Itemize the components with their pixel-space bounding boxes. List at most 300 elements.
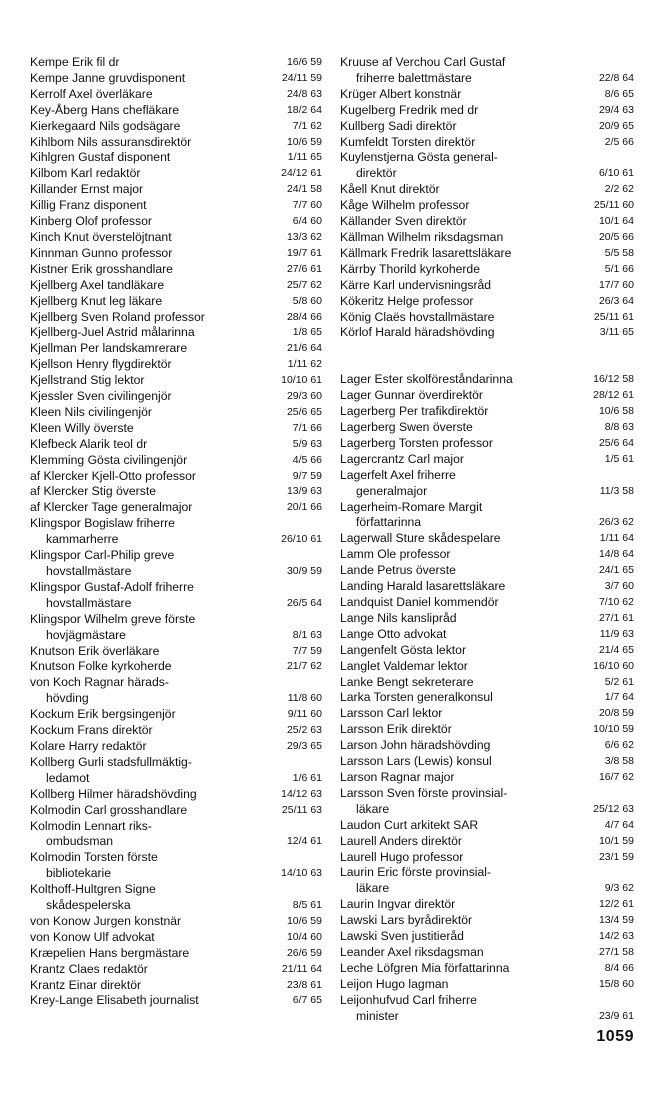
entry-name: Källander Sven direktör	[340, 214, 467, 229]
index-entry	[30, 341, 322, 357]
entry-date: 10/10 59	[593, 723, 634, 736]
index-entry	[30, 294, 322, 310]
entry-name: Kuylenstjerna Gösta general-	[340, 150, 498, 165]
entry-name: Laurin Eric förste provinsial-	[340, 865, 492, 880]
entry-date: 19/7 61	[286, 246, 322, 259]
index-entry	[340, 690, 634, 706]
index-entry	[30, 357, 322, 373]
index-entry	[30, 198, 322, 214]
index-entry	[340, 214, 634, 230]
entry-date: 8/4 66	[604, 961, 634, 974]
entry-name: Kollberg Hilmer häradshövding	[30, 786, 197, 801]
entry-date: 10/6 58	[598, 405, 634, 418]
entry-name: Klingspor Carl-Philip greve	[30, 548, 175, 563]
entry-name: Landquist Daniel kommendör	[340, 595, 499, 609]
right-column	[340, 55, 634, 1024]
entry-name: Kjellberg Axel tandläkare	[30, 277, 165, 292]
index-entry	[30, 993, 322, 1009]
entry-date: 7/7 60	[292, 199, 322, 212]
index-entry	[340, 182, 634, 198]
entry-name: von Koch Ragnar härads-	[30, 675, 169, 690]
entry-date: 16/7 62	[598, 770, 634, 783]
entry-name: Kjellman Per landskamrerare	[30, 341, 188, 356]
index-entry	[340, 818, 634, 834]
entry-name: Kolare Harry redaktör	[30, 738, 147, 753]
entry-continuation: läkare	[356, 801, 390, 816]
index-entry	[30, 230, 322, 246]
index-entry	[340, 595, 634, 611]
entry-date: 6/10 61	[598, 167, 634, 180]
entry-date: 5/8 60	[292, 294, 322, 307]
entry-date: 4/7 64	[604, 818, 634, 831]
entry-name: Kugelberg Fredrik med dr	[340, 102, 479, 117]
entry-date: 24/8 63	[286, 87, 322, 100]
entry-name: Lagerheim-Romare Margit	[340, 499, 483, 514]
entry-name: af Klercker Tage generalmajor	[30, 500, 193, 515]
entry-continuation: ombudsman	[46, 834, 114, 849]
entry-date: 14/10 63	[281, 867, 322, 880]
entry-date: 16/10 60	[593, 659, 634, 672]
index-entry	[340, 230, 634, 246]
entry-name: af Klercker Stig överste	[30, 484, 156, 499]
entry-name: Kjellberg-Juel Astrid målarinna	[30, 325, 195, 340]
entry-name: Lager Gunnar överdirektör	[340, 388, 483, 403]
index-entry	[340, 372, 634, 388]
index-entry	[30, 946, 322, 962]
entry-name: Krantz Einar direktör	[30, 977, 142, 992]
index-entry	[340, 643, 634, 659]
entry-name: Kolmodin Carl grosshandlare	[30, 802, 188, 817]
entry-name: Laurell Anders direktör	[340, 833, 462, 848]
entry-date: 8/5 61	[292, 899, 322, 912]
entry-name: Lawski Sven justitieråd	[340, 929, 464, 944]
index-entry	[340, 865, 634, 897]
index-entry	[30, 723, 322, 739]
entry-date: 24/11 59	[281, 71, 322, 84]
entry-continuation: ledamot	[46, 770, 90, 785]
index-entry	[30, 803, 322, 819]
entry-name: Kilbom Karl redaktör	[30, 166, 141, 181]
entry-date: 14/2 63	[598, 930, 634, 943]
entry-name: Klemming Gösta civilingenjör	[30, 452, 188, 467]
entry-continuation: kammarherre	[46, 532, 119, 547]
entry-date: 3/11 65	[599, 326, 634, 339]
entry-date: 30/9 59	[286, 565, 322, 577]
entry-date: 23/8 61	[286, 978, 322, 991]
entry-date: 9/7 59	[292, 469, 322, 482]
entry-date: 12/2 61	[598, 898, 634, 911]
entry-date: 8/1 63	[292, 628, 322, 641]
index-entry	[340, 135, 634, 151]
entry-date: 25/6 64	[598, 436, 634, 449]
entry-name: Leijon Hugo lagman	[340, 976, 449, 991]
entry-date: 10/1 59	[598, 834, 634, 847]
index-entry	[30, 373, 322, 389]
entry-date: 11/9 63	[599, 627, 634, 640]
left-column	[30, 55, 322, 1009]
entry-date: 1/5 61	[604, 452, 634, 465]
entry-date: 10/6 59	[286, 914, 322, 927]
entry-name: Larsson Carl lektor	[340, 706, 443, 721]
entry-name: Lagerfelt Axel friherre	[340, 467, 456, 482]
index-entry	[340, 738, 634, 754]
entry-date: 1/11 64	[599, 532, 634, 545]
entry-date: 20/8 59	[598, 707, 634, 720]
entry-continuation: författarinna	[356, 515, 422, 530]
entry-date: 13/4 59	[598, 914, 634, 927]
index-entry	[30, 103, 322, 119]
entry-name: Kärre Karl undervisningsråd	[340, 277, 492, 292]
entry-name: Kjellberg Sven Roland professor	[30, 309, 205, 324]
entry-name: Kruuse af Verchou Carl Gustaf	[340, 55, 506, 69]
entry-name: Key-Åberg Hans chefläkare	[30, 102, 180, 117]
index-entry	[30, 135, 322, 151]
entry-date: 22/8 64	[598, 71, 634, 84]
entry-name: Kierkegaard Nils godsägare	[30, 118, 181, 133]
entry-name: Kistner Erik grosshandlare	[30, 261, 173, 276]
index-entry	[30, 930, 322, 946]
entry-name: Lagerberg Swen överste	[340, 420, 473, 435]
index-entry	[30, 644, 322, 660]
entry-date: 1/8 65	[292, 326, 322, 339]
entry-continuation: hovstallmästare	[46, 564, 132, 578]
entry-name: Krüger Albert konstnär	[340, 86, 462, 101]
entry-name: Kökeritz Helge professor	[340, 293, 474, 308]
entry-name: Larsson Sven förste provinsial-	[340, 785, 508, 800]
entry-name: Kempe Erik fil dr	[30, 55, 120, 69]
index-entry	[340, 500, 634, 532]
index-entry	[340, 834, 634, 850]
entry-name: Kärrby Thorild kyrkoherde	[340, 261, 480, 276]
entry-date: 5/1 66	[604, 262, 634, 275]
entry-date: 1/11 65	[287, 151, 322, 164]
index-entry	[30, 707, 322, 723]
entry-date: 9/11 60	[287, 708, 322, 721]
entry-date: 10/6 59	[286, 135, 322, 148]
entry-name: Laudon Curt arkitekt SAR	[340, 817, 479, 832]
entry-name: Lagercrantz Carl major	[340, 451, 464, 466]
index-entry	[340, 468, 634, 500]
entry-name: Kinberg Olof professor	[30, 214, 152, 229]
entry-date: 25/2 63	[286, 724, 322, 737]
entry-name: Larka Torsten generalkonsul	[340, 690, 493, 705]
index-entry	[30, 389, 322, 405]
entry-name: Kræpelien Hans bergmästare	[30, 945, 190, 960]
entry-name: Kihlbom Nils assuransdirektör	[30, 134, 192, 149]
index-entry	[340, 611, 634, 627]
entry-name: Kullberg Sadi direktör	[340, 118, 457, 133]
entry-name: Körlof Harald häradshövding	[340, 325, 495, 340]
entry-name: Larson Ragnar major	[340, 769, 455, 784]
index-entry	[340, 786, 634, 818]
entry-name: Klingspor Wilhelm greve förste	[30, 611, 196, 626]
l-section	[340, 372, 634, 1024]
entry-date: 5/9 63	[292, 437, 322, 450]
entry-continuation: friherre balettmästare	[356, 70, 472, 85]
entry-name: von Konow Jurgen konstnär	[30, 913, 182, 928]
entry-name: Langenfelt Gösta lektor	[340, 642, 467, 657]
entry-continuation: hovjägmästare	[46, 627, 126, 642]
index-entry	[340, 55, 634, 87]
index-entry	[30, 675, 322, 707]
entry-name: Klingspor Gustaf-Adolf friherre	[30, 579, 194, 594]
entry-date: 25/11 63	[281, 803, 322, 816]
index-entry	[30, 119, 322, 135]
entry-name: Krey-Lange Elisabeth journalist	[30, 993, 199, 1008]
index-entry	[340, 722, 634, 738]
entry-name: Källmark Fredrik lasarettsläkare	[340, 245, 512, 260]
index-entry	[30, 325, 322, 341]
index-entry	[340, 579, 634, 595]
index-entry	[340, 754, 634, 770]
entry-name: Lange Nils kanslipråd	[340, 610, 457, 625]
index-entry	[30, 787, 322, 803]
entry-date: 2/2 62	[604, 183, 634, 196]
entry-date: 24/1 65	[598, 564, 634, 577]
entry-date: 18/2 64	[286, 103, 322, 116]
entry-date: 25/7 62	[286, 278, 322, 291]
entry-date: 29/4 63	[598, 103, 634, 116]
entry-name: Kåell Knut direktör	[340, 182, 440, 197]
index-entry	[340, 706, 634, 722]
entry-date: 13/9 63	[286, 485, 322, 498]
entry-name: Knutson Erik överläkare	[30, 643, 160, 658]
entry-name: Källman Wilhelm riksdagsman	[340, 229, 504, 244]
entry-name: Laurin Ingvar direktör	[340, 897, 456, 912]
index-entry	[340, 945, 634, 961]
index-entry	[30, 310, 322, 326]
entry-date: 23/1 59	[598, 850, 634, 863]
entry-date: 26/3 62	[598, 516, 634, 529]
entry-date: 28/4 66	[286, 310, 322, 323]
entry-date: 24/1 58	[286, 183, 322, 196]
entry-date: 1/7 64	[604, 691, 634, 704]
index-entry	[340, 977, 634, 993]
entry-name: Kolthoff-Hultgren Signe	[30, 882, 156, 897]
entry-name: Killander Ernst major	[30, 182, 144, 197]
index-entry	[340, 659, 634, 675]
index-entry	[340, 675, 634, 691]
entry-date: 21/6 64	[286, 342, 322, 355]
entry-date: 11/8 60	[287, 692, 322, 705]
entry-name: Lange Otto advokat	[340, 626, 447, 641]
index-entry	[340, 388, 634, 404]
entry-date: 27/1 58	[598, 945, 634, 958]
index-entry	[340, 961, 634, 977]
k-section	[340, 55, 634, 341]
index-entry	[30, 214, 322, 230]
index-entry	[340, 850, 634, 866]
entry-date: 26/6 59	[286, 946, 322, 959]
page-number: 1059	[596, 1028, 634, 1045]
index-entry	[340, 325, 634, 341]
entry-name: Kinnman Gunno professor	[30, 245, 173, 260]
entry-date: 24/12 61	[281, 167, 322, 180]
entry-date: 25/11 60	[593, 199, 634, 212]
entry-continuation: minister	[356, 1008, 399, 1023]
index-entry	[30, 914, 322, 930]
entry-name: Lande Petrus överste	[340, 563, 456, 578]
entry-date: 14/12 63	[281, 787, 322, 800]
index-entry	[340, 436, 634, 452]
entry-name: Kerrolf Axel överläkare	[30, 86, 153, 101]
entry-name: Landing Harald lasarettsläkare	[340, 579, 506, 594]
entry-name: Larsson Erik direktör	[340, 722, 452, 737]
entry-date: 29/3 65	[286, 739, 322, 752]
index-entry	[340, 627, 634, 643]
index-entry	[340, 87, 634, 103]
entry-name: Lager Ester skolföreståndarinna	[340, 372, 513, 387]
index-entry	[340, 310, 634, 326]
entry-date: 5/5 58	[604, 246, 634, 259]
entry-continuation: läkare	[356, 881, 390, 896]
index-entry	[30, 612, 322, 644]
entry-name: Killig Franz disponent	[30, 198, 147, 213]
entry-name: af Klercker Kjell-Otto professor	[30, 468, 196, 483]
entry-date: 12/4 61	[286, 835, 322, 848]
index-entry	[30, 182, 322, 198]
entry-date: 16/6 59	[286, 56, 322, 68]
index-entry	[30, 453, 322, 469]
entry-date: 7/7 59	[292, 644, 322, 657]
entry-name: Lanke Bengt sekreterare	[340, 674, 474, 689]
entry-name: Lagerwall Sture skådespelare	[340, 531, 501, 546]
index-entry	[340, 404, 634, 420]
entry-name: Kolmodin Lennart riks-	[30, 818, 152, 833]
entry-date: 25/11 61	[593, 310, 634, 323]
entry-date: 21/4 65	[598, 643, 634, 656]
index-entry	[340, 897, 634, 913]
entry-continuation: bibliotekarie	[46, 866, 112, 881]
entry-date: 23/9 61	[598, 1009, 634, 1022]
entry-continuation: generalmajor	[356, 483, 428, 498]
entry-name: Leche Löfgren Mia författarinna	[340, 960, 510, 975]
index-entry	[30, 500, 322, 516]
entry-date: 10/4 60	[286, 930, 322, 943]
entry-date: 20/9 65	[598, 119, 634, 132]
entry-date: 6/6 62	[604, 739, 634, 752]
entry-name: Larson John häradshövding	[340, 738, 491, 753]
entry-date: 26/10 61	[281, 533, 322, 546]
index-entry	[30, 87, 322, 103]
entry-date: 6/7 65	[292, 994, 322, 1007]
entry-date: 7/10 62	[598, 596, 634, 608]
index-entry	[340, 993, 634, 1025]
index-entry	[340, 119, 634, 135]
entry-name: Lagerberg Per trafikdirektör	[340, 404, 489, 419]
index-entry	[340, 531, 634, 547]
entry-date: 21/7 62	[286, 660, 322, 673]
index-entry	[340, 150, 634, 182]
entry-date: 6/4 60	[292, 215, 322, 228]
index-entry	[30, 819, 322, 851]
section-gap	[340, 341, 634, 372]
index-entry	[30, 978, 322, 994]
entry-name: von Konow Ulf advokat	[30, 929, 155, 944]
index-entry	[30, 659, 322, 675]
entry-name: Klingspor Bogislaw friherre	[30, 516, 175, 531]
entry-date: 29/3 60	[286, 390, 322, 403]
entry-name: Leander Axel riksdagsman	[340, 944, 484, 959]
index-entry	[30, 516, 322, 548]
entry-name: Kjellberg Knut leg läkare	[30, 293, 163, 308]
entry-date: 9/3 62	[604, 882, 634, 895]
entry-date: 1/11 62	[287, 358, 322, 371]
entry-date: 7/1 66	[292, 421, 322, 434]
entry-date: 21/11 64	[281, 962, 322, 975]
entry-date: 28/12 61	[593, 389, 634, 402]
entry-name: Kjellson Henry flygdirektör	[30, 357, 172, 372]
index-entry	[340, 563, 634, 579]
entry-date: 25/6 65	[286, 405, 322, 418]
index-entry	[340, 278, 634, 294]
entry-date: 1/6 61	[292, 771, 322, 784]
index-entry	[340, 198, 634, 214]
entry-name: Kockum Erik bergsingenjör	[30, 707, 176, 722]
index-entry	[340, 103, 634, 119]
entry-name: Lamm Ole professor	[340, 547, 451, 562]
entry-date: 11/3 58	[599, 484, 634, 497]
entry-name: König Claës hovstallmästare	[340, 309, 495, 324]
index-entry	[30, 548, 322, 580]
index-entry	[340, 294, 634, 310]
index-entry	[340, 420, 634, 436]
entry-name: Kleen Nils civilingenjör	[30, 404, 152, 419]
entry-date: 10/10 61	[281, 374, 322, 387]
entry-date: 8/8 63	[604, 421, 634, 434]
index-entry	[30, 962, 322, 978]
index-entry	[340, 262, 634, 278]
index-entry	[30, 882, 322, 914]
index-entry	[30, 278, 322, 294]
entry-date: 16/12 58	[593, 373, 634, 386]
entry-date: 13/3 62	[286, 230, 322, 243]
entry-date: 10/1 64	[598, 215, 634, 228]
entry-date: 17/7 60	[598, 278, 634, 291]
entry-continuation: hövding	[46, 691, 89, 706]
entry-date: 3/8 58	[604, 755, 634, 768]
entry-name: Kihlgren Gustaf disponent	[30, 150, 171, 165]
entry-name: Knutson Folke kyrkoherde	[30, 659, 172, 674]
entry-date: 5/2 61	[604, 675, 634, 688]
entry-name: Krantz Claes redaktör	[30, 961, 148, 976]
entry-date: 8/6 65	[604, 87, 634, 100]
index-entry	[340, 929, 634, 945]
index-entry	[30, 421, 322, 437]
index-entry	[30, 484, 322, 500]
entry-name: Kjessler Sven civilingenjör	[30, 389, 172, 404]
entry-date: 20/5 66	[598, 230, 634, 243]
index-entry	[340, 913, 634, 929]
index-entry	[30, 437, 322, 453]
entry-name: Klefbeck Alarik teol dr	[30, 436, 148, 451]
entry-name: Lagerberg Torsten professor	[340, 435, 493, 450]
index-entry	[30, 850, 322, 882]
entry-date: 3/7 60	[604, 580, 634, 593]
index-entry	[30, 739, 322, 755]
index-entry	[30, 71, 322, 87]
entry-name: Kinch Knut överstelöjtnant	[30, 229, 172, 244]
index-entry	[340, 246, 634, 262]
index-entry	[340, 452, 634, 468]
entry-date: 27/6 61	[286, 262, 322, 275]
entry-date: 7/1 62	[292, 119, 322, 132]
entry-name: Kjellstrand Stig lektor	[30, 373, 145, 388]
entry-name: Kempe Janne gruvdisponent	[30, 70, 186, 85]
index-entry	[30, 262, 322, 278]
entry-date: 15/8 60	[598, 977, 634, 990]
entry-name: Langlet Valdemar lektor	[340, 658, 468, 673]
